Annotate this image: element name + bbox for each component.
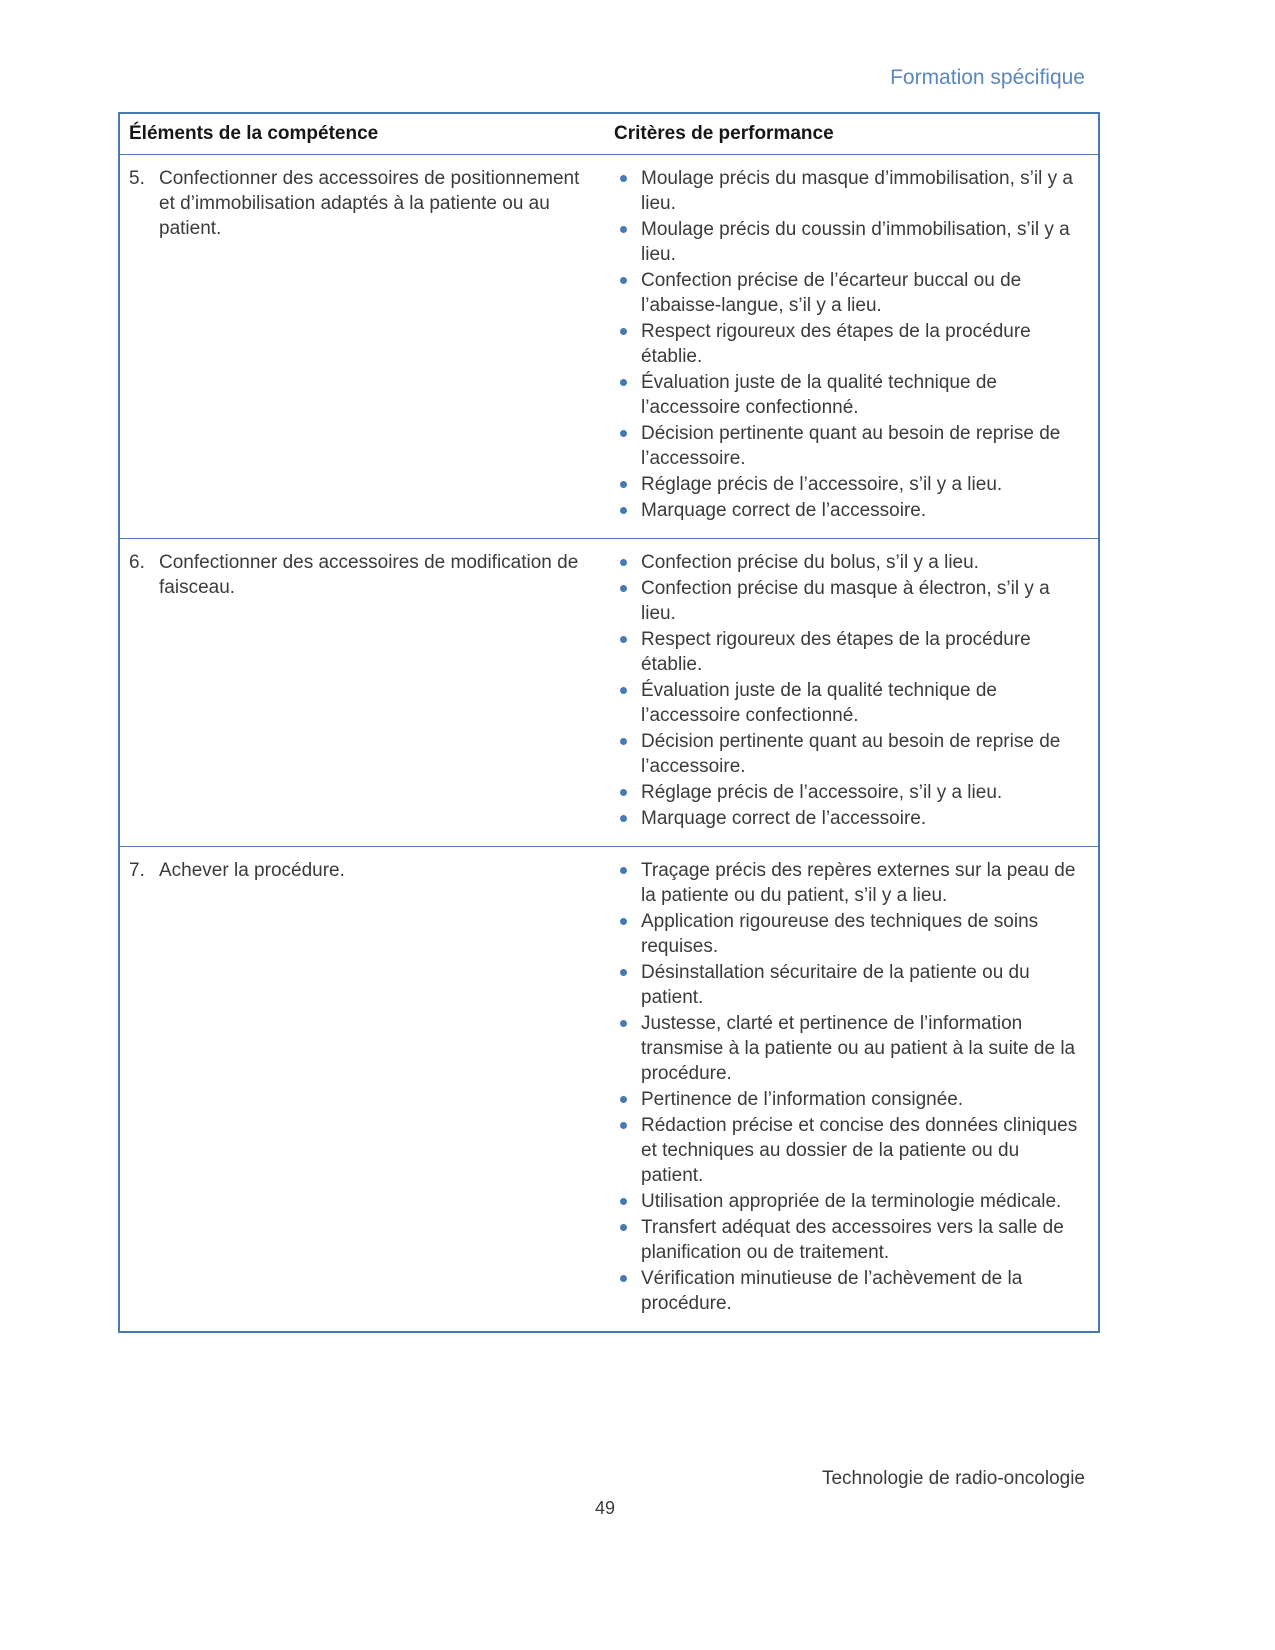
element-wrap bbox=[129, 550, 591, 600]
criterion-item: Évaluation juste de la qualité technique de l’accessoire confectionné. bbox=[614, 678, 1082, 728]
element-cell bbox=[119, 539, 601, 847]
criteria-cell bbox=[601, 539, 1099, 847]
col-header-criteria: Critères de performance bbox=[601, 113, 1099, 155]
element-cell bbox=[119, 155, 601, 539]
header-row bbox=[119, 113, 1099, 155]
table-row bbox=[119, 847, 1099, 1333]
criterion-item: Marquage correct de l’accessoire. bbox=[614, 498, 1082, 523]
element-wrap bbox=[129, 166, 591, 241]
col-header-elements: Éléments de la compétence bbox=[119, 113, 601, 155]
criterion-item: Confection précise du masque à électron, s’il y a lieu. bbox=[614, 576, 1082, 626]
criterion-item: Décision pertinente quant au besoin de reprise de l’accessoire. bbox=[614, 729, 1082, 779]
element-text: Confectionner des accessoires de modification de faisceau. bbox=[159, 552, 579, 598]
table-header bbox=[119, 113, 1099, 155]
page-number: 49 bbox=[594, 1498, 616, 1518]
criterion-item: Respect rigoureux des étapes de la procédure établie. bbox=[614, 319, 1082, 369]
criteria-list bbox=[614, 550, 1082, 831]
criterion-item: Réglage précis de l’accessoire, s’il y a lieu. bbox=[614, 472, 1082, 497]
criterion-item: Moulage précis du masque d’immobilisation, s’il y a lieu. bbox=[614, 166, 1082, 216]
criterion-item: Application rigoureuse des techniques de soins requises. bbox=[614, 909, 1082, 959]
table-row bbox=[119, 155, 1099, 539]
criteria-list bbox=[614, 166, 1082, 523]
criterion-item: Rédaction précise et concise des données cliniques et techniques au dossier de la patiente ou du patient. bbox=[614, 1113, 1082, 1188]
criteria-cell bbox=[601, 155, 1099, 539]
criterion-item: Évaluation juste de la qualité technique de l’accessoire confectionné. bbox=[614, 370, 1082, 420]
criterion-item: Pertinence de l’information consignée. bbox=[614, 1087, 1082, 1112]
criterion-item: Marquage correct de l’accessoire. bbox=[614, 806, 1082, 831]
item-number: 7. bbox=[129, 860, 145, 881]
criterion-item: Justesse, clarté et pertinence de l’information transmise à la patiente ou au patient à la suite de la procédure. bbox=[614, 1011, 1082, 1086]
criterion-item: Désinstallation sécuritaire de la patiente ou du patient. bbox=[614, 960, 1082, 1010]
element-text: Achever la procédure. bbox=[159, 860, 345, 881]
item-number: 5. bbox=[129, 168, 145, 189]
criterion-item: Transfert adéquat des accessoires vers la salle de planification ou de traitement. bbox=[614, 1215, 1082, 1265]
criterion-item: Traçage précis des repères externes sur la peau de la patiente ou du patient, s’il y a lieu. bbox=[614, 858, 1082, 908]
competence-table bbox=[118, 112, 1100, 1333]
criterion-item: Réglage précis de l’accessoire, s’il y a lieu. bbox=[614, 780, 1082, 805]
element-cell bbox=[119, 847, 601, 1333]
criterion-item: Confection précise du bolus, s’il y a lieu. bbox=[614, 550, 1082, 575]
criterion-item: Respect rigoureux des étapes de la procédure établie. bbox=[614, 627, 1082, 677]
table-row bbox=[119, 539, 1099, 847]
element-wrap bbox=[129, 858, 591, 883]
criterion-item: Décision pertinente quant au besoin de reprise de l’accessoire. bbox=[614, 421, 1082, 471]
criterion-item: Vérification minutieuse de l’achèvement de la procédure. bbox=[614, 1266, 1082, 1316]
criterion-item: Moulage précis du coussin d’immobilisation, s’il y a lieu. bbox=[614, 217, 1082, 267]
criterion-item: Utilisation appropriée de la terminologie médicale. bbox=[614, 1189, 1082, 1214]
criteria-cell bbox=[601, 847, 1099, 1333]
item-number: 6. bbox=[129, 552, 145, 573]
section-title: Formation spécifique bbox=[890, 66, 1085, 89]
element-text: Confectionner des accessoires de positionnement et d’immobilisation adaptés à la patiente ou au patient. bbox=[159, 168, 580, 239]
criterion-item: Confection précise de l’écarteur buccal ou de l’abaisse-langue, s’il y a lieu. bbox=[614, 268, 1082, 318]
footer-text: Technologie de radio-oncologie bbox=[821, 1468, 1085, 1489]
table-body bbox=[119, 155, 1099, 1333]
criteria-list bbox=[614, 858, 1082, 1316]
